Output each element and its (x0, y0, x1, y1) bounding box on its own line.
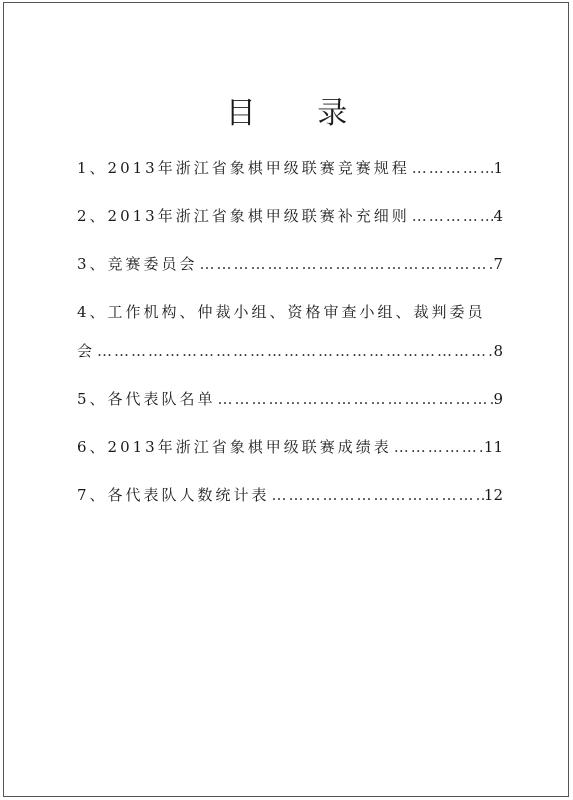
toc-entry-label: 1、2013年浙江省象棋甲级联赛竞赛规程 (77, 159, 410, 177)
toc-entry-page: 4 (493, 207, 503, 225)
toc-entry-line2 (77, 339, 503, 363)
toc-entry-1[interactable] (77, 156, 503, 180)
toc-entry-page: 11 (483, 438, 503, 456)
toc-entry-3[interactable] (77, 252, 503, 276)
toc-leader-dots (270, 483, 484, 507)
toc-leader-dots (216, 387, 494, 411)
toc-entry-page: 1 (493, 159, 503, 177)
toc-entry-page: 7 (493, 255, 503, 273)
toc-title: 目 录 (225, 96, 374, 131)
toc-entry-4[interactable] (77, 300, 503, 363)
toc-leader-dots (410, 156, 494, 180)
toc-entry-label-line2: 会 (77, 342, 96, 360)
toc-entry-label: 5、各代表队名单 (77, 390, 216, 408)
toc-entry-label: 6、2013年浙江省象棋甲级联赛成绩表 (77, 438, 392, 456)
toc-entry-5[interactable] (77, 387, 503, 411)
toc-entry-page: 8 (493, 342, 503, 360)
toc-entry-label: 3、竞赛委员会 (77, 255, 198, 273)
toc-entry-7[interactable] (77, 483, 503, 507)
toc-entry-label: 7、各代表队人数统计表 (77, 486, 270, 504)
toc-entry-page: 9 (493, 390, 503, 408)
toc-entry-2[interactable] (77, 204, 503, 228)
toc-list (77, 156, 503, 531)
toc-leader-dots (410, 204, 494, 228)
toc-entry-page: 12 (483, 486, 503, 504)
toc-entry-6[interactable] (77, 435, 503, 459)
toc-entry-label-line1: 4、工作机构、仲裁小组、资格审查小组、裁判委员 (77, 303, 486, 321)
toc-entry-label: 2、2013年浙江省象棋甲级联赛补充细则 (77, 207, 410, 225)
toc-leader-dots (95, 339, 493, 363)
toc-leader-dots (198, 252, 494, 276)
toc-leader-dots (392, 435, 484, 459)
